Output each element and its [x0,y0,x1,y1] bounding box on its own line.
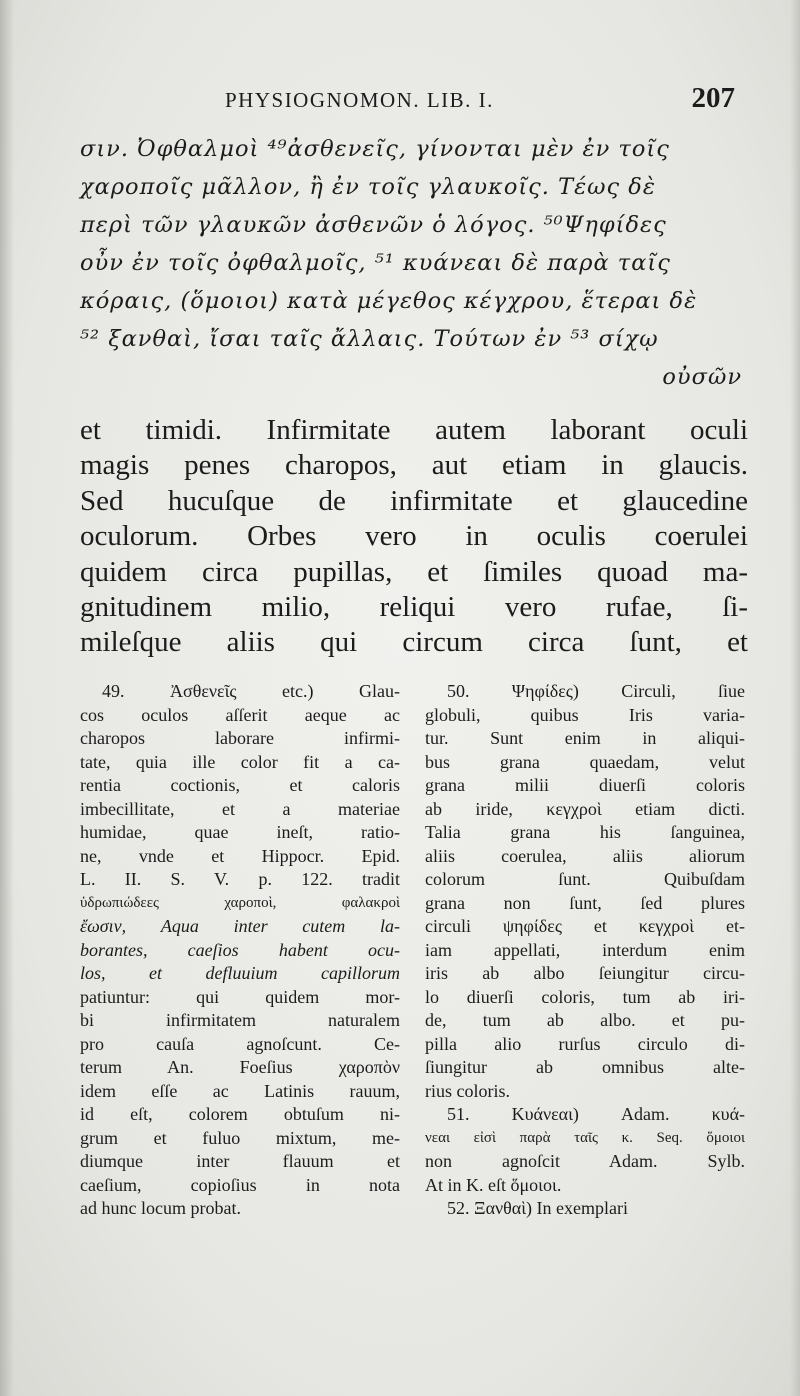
note-line: globuli, quibus Iris varia- [425,704,745,725]
note-line: 52. Ξανθαὶ) In exemplari [447,1198,628,1218]
page-number: 207 [691,82,735,114]
note-line: grana non ſunt, ſed plures [425,892,745,913]
note-line: terum An. Foeſius χαροπὸν [80,1057,400,1077]
note-line: tate, quia ille color fit a ca- [80,751,400,772]
greek-line: χαροποῖς μᾶλλον, ἢ ἐν τοῖς γλαυκοῖς. Τέως δὲ [80,174,656,200]
note-line: iam appellati, interdum enim [425,939,745,960]
note-line: idem eſſe ac Latinis rauum, [80,1080,400,1101]
note-line: humidae, quae ineſt, ratio- [80,822,400,842]
latin-line: magis penes charopos, aut etiam in glaucis. [80,449,748,482]
running-title: PHYSIOGNOMON. LIB. I. [225,88,494,112]
note-line: At in K. eſt ὅμοιοι. [425,1174,562,1195]
latin-line: et timidi. Infirmitate autem laborant oculi [80,414,748,446]
latin-line: mileſque aliis qui circum circa ſunt, et [80,626,748,659]
note-line: non agnoſcit Adam. Sylb. [425,1151,745,1171]
note-line: pro cauſa agnoſcunt. Ce- [80,1033,400,1054]
greek-line: κόραις, (ὅμοιοι) κατὰ μέγεθος κέγχρου, ἕτεραι δὲ [80,288,698,314]
note-line: tur. Sunt enim in aliqui- [425,728,745,748]
note-line: ὑδρωπιώδεες χαροποὶ, φαλακροὶ [80,894,400,911]
note-line: los, et defluuium capillorum [80,963,400,983]
note-line: grum et fuluo mixtum, me- [80,1127,400,1148]
note-line: imbecillitate, et a materiae [80,798,400,819]
note-line: borantes, caeſios habent ocu- [80,939,400,960]
latin-line: gnitudinem milio, reliqui vero rufae, ſi- [80,590,748,623]
footnotes-right-column [425,680,745,1221]
note-line: iris ab albo ſeiungitur circu- [425,963,745,983]
footnotes [80,680,745,1360]
note-line: ad hunc locum probat. [80,1198,241,1218]
running-head [225,82,735,118]
latin-line: quidem circa pupillas, et ſimiles quoad ma- [80,555,748,588]
note-line: L. II. S. V. p. 122. tradit [80,869,400,889]
note-line: cos oculos aſſerit aeque ac [80,704,400,725]
greek-catchword: οὐσῶν [662,364,742,390]
note-line: aliis coerulea, aliis aliorum [425,845,745,866]
note-line: ſiungitur ab omnibus alte- [425,1057,745,1077]
latin-line: oculorum. Orbes vero in oculis coerulei [80,520,748,553]
note-line: bus grana quaedam, velut [425,751,745,772]
note-line: colorum ſunt. Quibuſdam [425,869,745,889]
note-line: Talia grana his ſanguinea, [425,822,745,842]
note-line: ἔωσιν, Aqua inter cutem la- [80,916,400,936]
note-line: lo diuerſi coloris, tum ab iri- [425,986,745,1007]
note-line: ab iride, κεγχροὶ etiam dicti. [425,798,745,819]
note-line: diumque inter flauum et [80,1151,400,1171]
note-line: rius coloris. [425,1080,510,1101]
note-line: caeſium, copioſius in nota [80,1174,400,1195]
note-line: 51. Κυάνεαι) Adam. κυά- [447,1104,745,1124]
note-line: charopos laborare infirmi- [80,728,400,748]
note-line: pilla alio rurſus circulo di- [425,1033,745,1054]
greek-line: περὶ τῶν γλαυκῶν ἀσθενῶν ὁ λόγος. ⁵⁰Ψηφίδες [80,212,667,238]
note-line: grana milii diuerſi coloris [425,775,745,795]
note-line: rentia coctionis, et caloris [80,775,400,795]
note-line: νεαι εἰσὶ παρὰ ταῖς κ. Seq. ὅμοιοι [425,1129,745,1146]
note-line: patiuntur: qui quidem mor- [80,986,400,1007]
note-line: de, tum ab albo. et pu- [425,1010,745,1030]
latin-translation-block [80,413,748,661]
note-line: 49. Ἀσθενεῖς etc.) Glau- [102,681,400,701]
footnotes-left-column [80,680,400,1221]
note-line: 50. Ψηφίδες) Circuli, ſiue [447,681,745,701]
latin-line: Sed hucuſque de infirmitate et glaucedine [80,484,748,517]
greek-line: οὖν ἐν τοῖς ὀφθαλμοῖς, ⁵¹ κυάνεαι δὲ παρὰ ταῖς [80,250,671,276]
note-line: ne, vnde et Hippocr. Epid. [80,845,400,866]
greek-line: σιν. Ὀφθαλμοὶ ⁴⁹ἀσθενεῖς, γίνονται μὲν ἐν τοῖς [80,136,670,162]
greek-text-block [80,130,742,396]
note-line: bi infirmitatem naturalem [80,1010,400,1030]
note-line: circuli ψηφίδες et κεγχροὶ et- [425,916,745,936]
greek-line: ⁵² ξανθαὶ, ἴσαι ταῖς ἄλλαις. Τούτων ἐν ⁵³ σίχῳ [80,326,659,352]
note-line: id eſt, colorem obtuſum ni- [80,1104,400,1124]
